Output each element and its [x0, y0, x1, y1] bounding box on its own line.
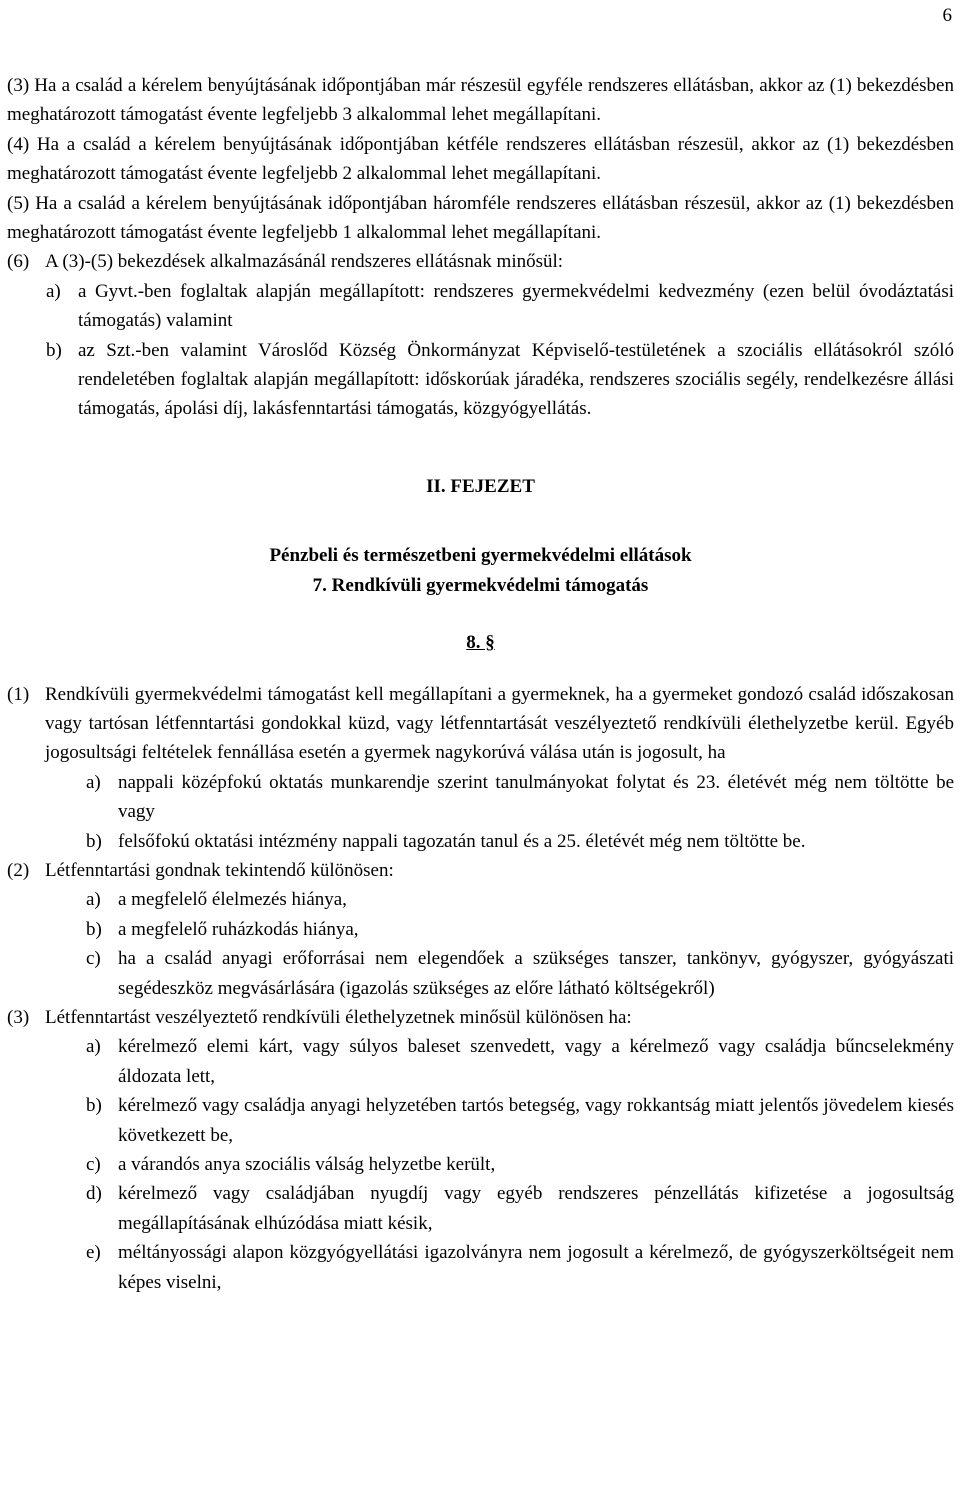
subsection-1 [7, 680, 954, 768]
chapter-heading: II. FEJEZET [426, 475, 535, 497]
list-item-text: kérelmező vagy családjában nyugdíj vagy egyéb rendszeres pénzellátás kifizetése a jogosultság megállapításának elhúzódása miatt késik, [118, 1183, 954, 1234]
subsection-1-list [7, 768, 954, 856]
section-subtitle: 7. Rendkívüli gyermekvédelmi támogatás [312, 574, 649, 596]
list-item-text: kérelmező vagy családja anyagi helyzetében tartós betegség, vagy rokkantság miatt jelentős jövedelem kiesés következett be, [118, 1095, 954, 1146]
list-item-text: kérelmező elemi kárt, vagy súlyos baleset szenvedett, vagy a kérelmező vagy családja bűncselekmény áldozata lett, [118, 1036, 954, 1087]
list-item-text: az Szt.-ben valamint Városlőd Község Önkormányzat Képviselő-testületének a szociális ellátásokról szóló rendeletében foglaltak alapján megállapított: időskorúak járadéka, rendszeres szociális segély, rendelkezésre állási támogatás, ápolási díj, lakásfenntartási támogatás, közgyógyellátás. [78, 339, 954, 420]
subsection-1-number: (1) [7, 683, 30, 705]
list-item-label: b) [46, 339, 62, 361]
document-body [7, 71, 954, 1297]
page-number: 6 [942, 5, 952, 26]
list-item-text: ha a család anyagi erőforrásai nem elegendőek a szükséges tanszer, tankönyv, gyógyszer, gyógyászati segédeszköz megvásárlására (igazolás szükséges az előre látható költségekről) [118, 948, 954, 999]
section-sign [7, 628, 954, 657]
list-item-text: a várandós anya szociális válság helyzetbe került, [118, 1154, 496, 1175]
paragraph-6-text: A (3)-(5) bekezdések alkalmazásánál rendszeres ellátásnak minősül: [45, 251, 564, 273]
subsection-1-text: Rendkívüli gyermekvédelmi támogatást kell megállapítani a gyermeknek, ha a gyermeket gondozó család időszakosan vagy tartósan létfenntartási gondokkal küzd, vagy létfenntartását veszélyeztető rendkívüli élethelyzetbe kerül. Egyéb jogosultsági feltételek fennállása esetén a gyermek nagykorúvá válása után is jogosult, ha [45, 683, 954, 764]
list-item [86, 1150, 954, 1179]
paragraph-6 [7, 247, 954, 276]
list-item-label: e) [86, 1242, 101, 1264]
list-item [86, 768, 954, 827]
list-item [86, 885, 954, 914]
list-item-label: c) [86, 948, 101, 970]
list-item-label: a) [86, 1036, 101, 1058]
subsection-3 [7, 1003, 954, 1032]
section-sign-text: 8. § [466, 632, 495, 654]
list-item-text: a Gyvt.-ben foglaltak alapján megállapított: rendszeres gyermekvédelmi kedvezmény (ezen belül óvodáztatási támogatás) valamint [78, 280, 954, 332]
list-item [46, 336, 954, 424]
list-item-label: a) [86, 771, 101, 793]
list-item [86, 1091, 954, 1150]
list-item-label: b) [86, 918, 102, 940]
subsection-3-number: (3) [7, 1006, 30, 1028]
paragraph-4: (4) Ha a család a kérelem benyújtásának időpontjában kétféle rendszeres ellátásban részesül, akkor az (1) bekezdésben meghatározott támogatást évente legfeljebb 2 alkalommal lehet megállapítani. [7, 133, 954, 185]
section-title: Pénzbeli és természetbeni gyermekvédelmi ellátások [269, 545, 692, 567]
list-item [86, 827, 954, 856]
list-item-text: nappali középfokú oktatás munkarendje szerint tanulmányokat folytat és 23. életévét még nem töltötte be vagy [118, 771, 954, 823]
subsection-3-list [7, 1032, 954, 1297]
subsection-2 [7, 856, 954, 885]
paragraph-6-number: (6) [7, 251, 30, 273]
list-item [86, 1032, 954, 1091]
list-item [86, 944, 954, 1003]
paragraph-5: (5) Ha a család a kérelem benyújtásának időpontjában háromféle rendszeres ellátásban részesül, akkor az (1) bekezdésben meghatározott támogatást évente legfeljebb 1 alkalommal lehet megállapítani. [7, 192, 954, 244]
list-item-label: c) [86, 1154, 101, 1175]
list-item [86, 1238, 954, 1297]
list-item-text: méltányossági alapon közgyógyellátási igazolványra nem jogosult a kérelmező, de gyógyszerköltségeit nem képes viselni, [118, 1242, 954, 1293]
list-item-text: a megfelelő ruházkodás hiánya, [118, 918, 359, 940]
paragraph-6-list [7, 277, 954, 424]
list-item-label: d) [86, 1183, 102, 1205]
subsection-3-text: Létfenntartást veszélyeztető rendkívüli élethelyzetnek minősül különösen ha: [45, 1006, 632, 1028]
list-item [46, 277, 954, 336]
list-item-text: felsőfokú oktatási intézmény nappali tagozatán tanul és a 25. életévét még nem töltötte be. [118, 830, 806, 852]
list-item-label: a) [46, 280, 61, 302]
paragraph-3: (3) Ha a család a kérelem benyújtásának időpontjában már részesül egyféle rendszeres ellátásban, akkor az (1) bekezdésben meghatározott támogatást évente legfeljebb 3 alkalommal lehet megállapítani. [7, 75, 954, 126]
list-item-label: b) [86, 1095, 102, 1117]
list-item-label: a) [86, 889, 101, 911]
list-item-text: a megfelelő élelmezés hiánya, [118, 889, 347, 911]
subsection-2-text: Létfenntartási gondnak tekintendő különösen: [45, 859, 394, 881]
list-item [86, 915, 954, 944]
list-item [86, 1179, 954, 1238]
subsection-2-number: (2) [7, 859, 30, 881]
subsection-2-list [7, 885, 954, 1003]
list-item-label: b) [86, 830, 102, 852]
